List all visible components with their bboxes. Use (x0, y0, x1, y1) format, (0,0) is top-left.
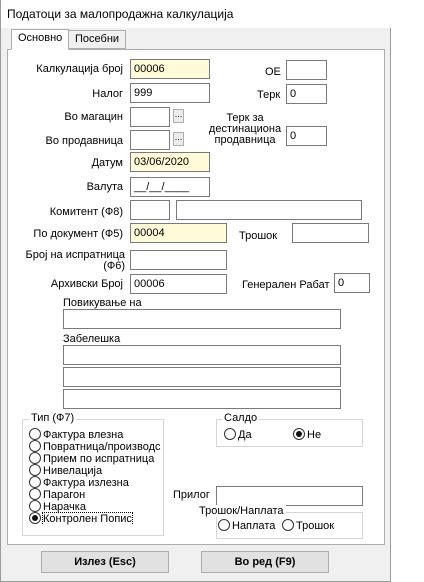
nalog-label: Налог (92, 88, 123, 100)
exit-button[interactable]: Излез (Esc) (41, 551, 169, 573)
naplata-radio[interactable] (218, 519, 275, 532)
vo-magacin-label: Во магацин (64, 111, 123, 123)
terk-destinaciona-field[interactable]: 0 (286, 126, 327, 146)
saldo-da-radio[interactable] (224, 428, 252, 441)
terk-label: Терк (257, 89, 281, 101)
radio-icon (29, 464, 41, 476)
broj-ispratnica-label: Број на испратница (Ф6) (25, 249, 125, 272)
po-dokument-field[interactable]: 00004 (130, 223, 227, 243)
oe-label: ОЕ (265, 66, 281, 78)
tab-posebni[interactable]: Посебни (68, 30, 126, 49)
radio-trosok-icon (282, 519, 294, 531)
radio-icon (29, 500, 41, 512)
tip-legend: Тип (Ф7) (31, 412, 75, 424)
saldo-da-label: Да (238, 429, 252, 441)
vo-prodavnica-label: Во продавница (45, 135, 123, 147)
saldo-ne-radio[interactable] (293, 428, 321, 441)
vo-magacin-field[interactable] (130, 107, 170, 127)
kalkulacija-broj-field[interactable]: 00006 (130, 59, 210, 79)
radio-ne-icon (293, 428, 305, 440)
generalen-rabat-label: Генерален Рабат (242, 279, 330, 291)
trosok-naplata-legend: Трошок/Наплата (199, 505, 284, 517)
zabeleska-line-3[interactable] (63, 389, 341, 409)
zabeleska-line-2[interactable] (63, 367, 341, 387)
tip-option-radio[interactable] (29, 512, 163, 525)
prilog-field[interactable] (216, 486, 363, 506)
datum-label: Датум (91, 157, 123, 169)
terk-destinaciona-label: Терк за дестинациона продавница (208, 112, 282, 146)
saldo-ne-label: Не (307, 429, 322, 441)
povikuvanje-label: Повикување на (63, 297, 142, 309)
radio-da-icon (224, 428, 236, 440)
vo-prodavnica-field[interactable] (130, 130, 170, 150)
trosok-field[interactable] (292, 223, 369, 243)
prilog-label: Прилог (173, 489, 210, 501)
valuta-field[interactable]: __/__/____ (130, 177, 210, 197)
zabeleska-label: Забелешка (63, 333, 121, 345)
arhivski-broj-field[interactable]: 00006 (130, 274, 227, 294)
window-title: Податоци за малопродажна калкулација (1, 0, 392, 28)
tip-option-label: Фактура излезна (43, 477, 129, 489)
terk-field[interactable]: 0 (286, 84, 327, 104)
datum-field[interactable]: 03/06/2020 (130, 152, 210, 172)
radio-icon (29, 452, 41, 464)
po-dokument-label: По документ (Ф5) (33, 228, 123, 240)
valuta-label: Валута (86, 181, 123, 193)
saldo-legend: Салдо (224, 412, 258, 424)
tab-osnovno[interactable]: Основно (11, 29, 69, 50)
arhivski-broj-label: Архивски Број (50, 278, 123, 290)
tip-option-label: Нарачка (43, 501, 86, 513)
tip-option-label: Фактура влезна (43, 429, 124, 441)
radio-icon (29, 440, 41, 452)
kalkulacija-broj-label: Калкулација број (36, 63, 123, 75)
radio-icon (29, 428, 41, 440)
povikuvanje-field[interactable] (63, 309, 341, 329)
generalen-rabat-field[interactable]: 0 (334, 273, 370, 293)
tip-option-label: Контролен Попис (43, 513, 132, 525)
oe-field[interactable] (286, 60, 327, 80)
trosok-radio[interactable] (282, 519, 334, 532)
komitent-code-field[interactable] (130, 200, 170, 220)
broj-ispratnica-field[interactable] (130, 250, 227, 270)
tip-option-label: Парагон (43, 489, 86, 501)
tip-option-label: Прием по испратница (43, 453, 155, 465)
nalog-field[interactable]: 999 (130, 83, 210, 103)
vo-magacin-browse-button[interactable]: ... (173, 109, 184, 123)
naplata-label: Наплата (232, 520, 276, 532)
radio-naplata-icon (218, 519, 230, 531)
komitent-name-field[interactable] (176, 200, 362, 220)
zabeleska-line-1[interactable] (63, 345, 341, 365)
trosok-radio-label: Трошок (296, 520, 335, 532)
tip-option-label: Нивелација (43, 465, 103, 477)
komitent-label: Комитент (Ф8) (49, 206, 123, 218)
radio-icon (29, 488, 41, 500)
ok-button[interactable]: Во ред (F9) (201, 551, 329, 573)
trosok-label: Трошок (239, 230, 278, 242)
vo-prodavnica-browse-button[interactable]: ... (173, 132, 184, 146)
radio-icon (29, 476, 41, 488)
tip-option-label: Повратница/производс (43, 441, 161, 453)
radio-icon (29, 512, 41, 524)
